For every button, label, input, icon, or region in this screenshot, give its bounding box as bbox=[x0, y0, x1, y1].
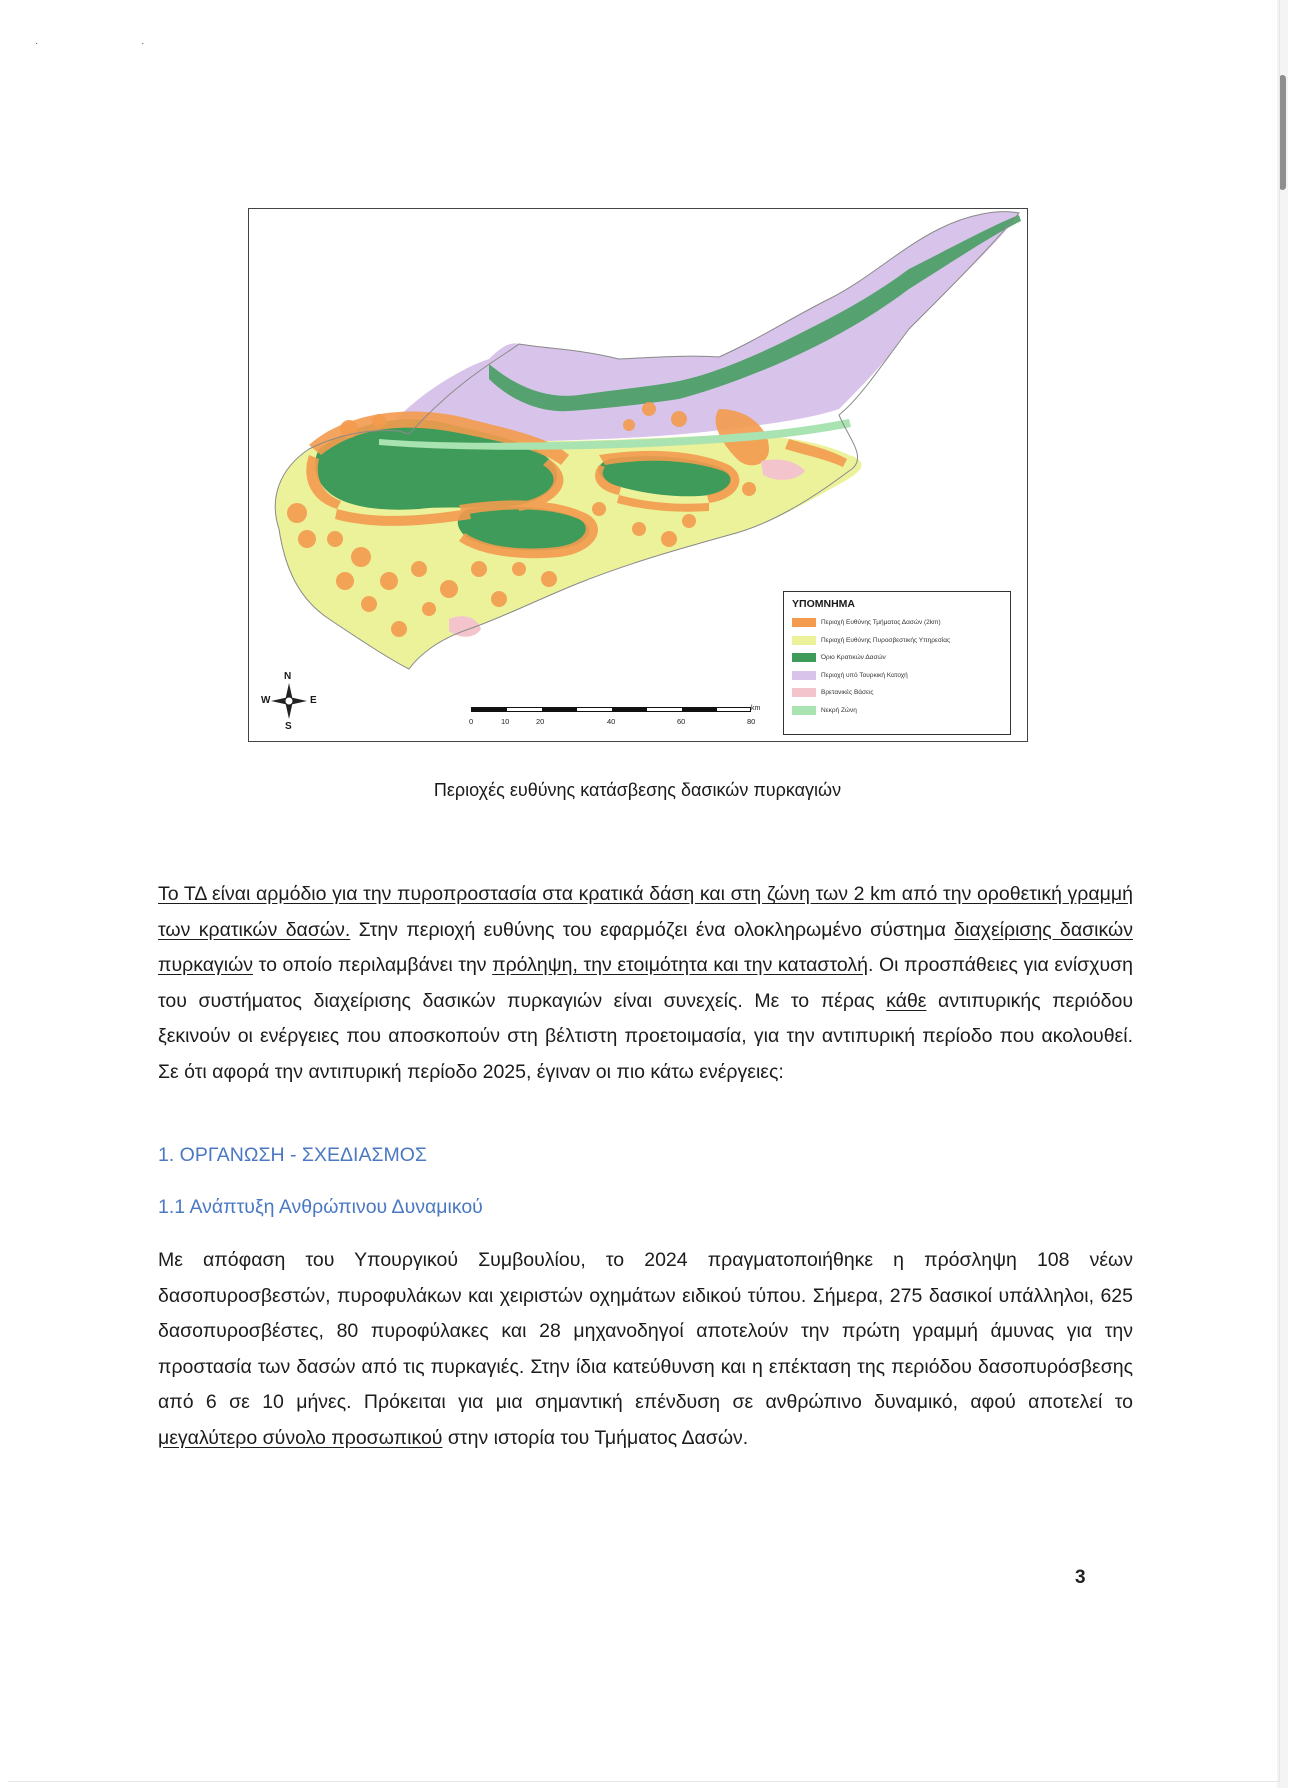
paragraph-text: Στην περιοχή ευθύνης του εφαρμόζει ένα ολοκληρωμένο σύστημα bbox=[350, 918, 955, 941]
scale-tick: 10 bbox=[501, 717, 510, 726]
scale-tick: 0 bbox=[469, 717, 474, 726]
scale-bar bbox=[469, 705, 769, 735]
paragraph-text: στην ιστορία του Τμήματος Δασών. bbox=[442, 1426, 749, 1449]
scale-tick: 40 bbox=[607, 717, 616, 726]
legend-item bbox=[792, 667, 1002, 685]
paragraph-text: . Οι προσπάθειες για ενίσχυση του συστήματος διαχείρισης δασικών πυρκαγιών είναι συνεχείς. Με το πέρας bbox=[158, 954, 1133, 1012]
legend-label: Περιοχή Ευθύνης Τμήματος Δασών (2km) bbox=[821, 619, 941, 627]
paragraph-text: αντιπυρικής περιόδου ξεκινούν οι ενέργειες που αποσκοπούν στη βέλτιστη προετοιμασία, για την αντιπυρική περίοδο που ακολουθεί. Σε ότι αφορά την αντιπυρική περίοδο 2025, έγιναν οι πιο κάτω ενέργειες: bbox=[158, 989, 1133, 1083]
scan-specks: · · bbox=[35, 38, 195, 49]
legend-title: ΥΠΟΜΝΗΜΑ bbox=[792, 598, 855, 610]
legend-item bbox=[792, 649, 1002, 667]
legend-label: Περιοχή υπό Τουρκική Κατοχή bbox=[821, 671, 908, 679]
legend-label: Νεκρή Ζώνη bbox=[821, 706, 857, 714]
legend-swatch bbox=[792, 618, 816, 627]
compass-west-label: W bbox=[261, 695, 271, 706]
legend-item bbox=[792, 632, 1002, 650]
compass-east-label: E bbox=[310, 695, 317, 706]
compass-north-label: N bbox=[284, 671, 292, 682]
occupied-area bbox=[379, 212, 1019, 443]
scale-tick: 20 bbox=[536, 717, 545, 726]
legend-swatch bbox=[792, 636, 816, 645]
scale-tick: 80 bbox=[747, 717, 756, 726]
underlined-text: κάθε bbox=[886, 989, 927, 1012]
legend-swatch bbox=[792, 706, 816, 715]
scale-unit: km bbox=[751, 705, 761, 712]
legend-swatch bbox=[792, 671, 816, 680]
paragraph-responsibility bbox=[158, 877, 1133, 1090]
underlined-text: μεγαλύτερο σύνολο προσωπικού bbox=[158, 1426, 443, 1449]
subsection-heading: 1.1 Ανάπτυξη Ανθρώπινου Δυναμικού bbox=[158, 1196, 483, 1218]
underlined-text: διαχείρισης δασικών πυρκαγιών bbox=[158, 918, 1133, 976]
paragraph-personnel bbox=[158, 1243, 1133, 1456]
figure-caption: Περιοχές ευθύνης κατάσβεσης δασικών πυρκαγιών bbox=[433, 780, 842, 800]
scrollbar-thumb[interactable] bbox=[1279, 75, 1286, 190]
map-legend bbox=[783, 591, 1011, 735]
compass-south-label: S bbox=[285, 721, 292, 732]
legend-label: Όριο Κρατικών Δασών bbox=[821, 654, 886, 662]
legend-label: Περιοχή Ευθύνης Πυροσβεστικής Υπηρεσίας bbox=[821, 636, 951, 644]
legend-item bbox=[792, 702, 1002, 720]
map-figure bbox=[248, 208, 1028, 742]
paragraph-text: Με απόφαση του Υπουργικού Συμβουλίου, το 2024 πραγματοποιήθηκε η πρόσληψη 108 νέων δασοπυροσβεστών, πυροφυλάκων και χειριστών οχημάτων ειδικού τύπου. Σήμερα, 275 δασικοί υπάλληλοι, 625 δασοπυροσβέστες, 80 πυροφύλακες και 28 μηχανοδηγοί αποτελούν την πρώτη γραμμή άμυνας για την προστασία των δασών από τις πυρκαγιές. Στην ίδια κατεύθυνση και η επέκταση της περιόδου δασοπυρόσβεσης από 6 σε 10 μήνες. Πρόκειται για μια σημαντική επένδυση σε ανθρώπινο δυναμικό, αφού αποτελεί το bbox=[158, 1249, 1133, 1413]
paragraph-text: το οποίο περιλαμβάνει την bbox=[253, 954, 493, 976]
legend-swatch bbox=[792, 688, 816, 697]
scale-bar-line bbox=[471, 707, 751, 712]
scale-tick: 60 bbox=[677, 717, 686, 726]
section-heading: 1. ΟΡΓΑΝΩΣΗ - ΣΧΕΔΙΑΣΜΟΣ bbox=[158, 1144, 427, 1166]
legend-item bbox=[792, 614, 1002, 632]
legend-swatch bbox=[792, 653, 816, 662]
legend-label: Βρετανικές Βάσεις bbox=[821, 689, 874, 697]
page-number: 3 bbox=[1075, 1567, 1086, 1588]
underlined-text: Το ΤΔ είναι αρμόδιο για την πυροπροστασία στα κρατικά δάση και στη ζώνη των 2 km από την οροθετική γραμμή των κρατικών δασών. bbox=[158, 883, 1133, 941]
compass-rose bbox=[259, 671, 319, 733]
underlined-text: πρόληψη, την ετοιμότητα και την καταστολή bbox=[492, 954, 868, 976]
legend-item bbox=[792, 684, 1002, 702]
